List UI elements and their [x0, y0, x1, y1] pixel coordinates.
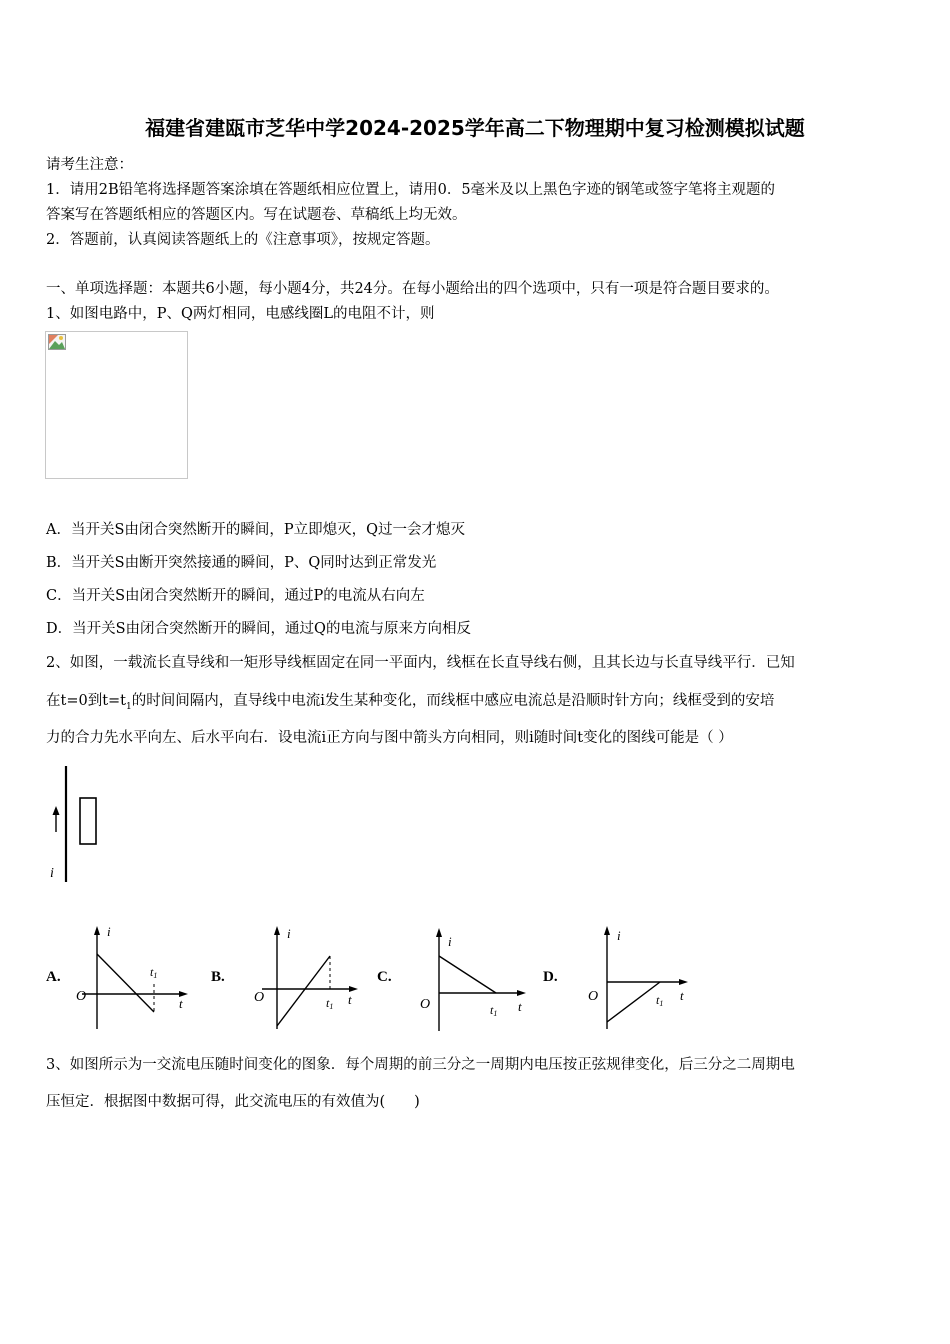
- axis-label-t: t: [348, 992, 352, 1007]
- origin-label: O: [254, 990, 265, 1005]
- q2-line-2-part-b: 的时间间隔内，直导线中电流i发生某种变化，而线框中感应电流总是沿顺时针方向；线框受到的安培: [131, 693, 775, 709]
- t1-label: [656, 993, 663, 1008]
- axis-label-t: t: [179, 996, 183, 1011]
- t1-label: [326, 996, 333, 1011]
- t1-subscript: 1: [329, 1002, 334, 1011]
- i-axis-arrow-icon: [436, 928, 442, 937]
- q1-option-c: C．当开关S由闭合突然断开的瞬间，通过P的电流从右向左: [46, 588, 425, 604]
- t1-subscript: 1: [659, 999, 664, 1008]
- t1-symbol: t: [490, 1003, 494, 1017]
- broken-image-icon: [48, 334, 66, 350]
- section-heading: 一、单项选择题：本题共6小题，每小题4分，共24分。在每小题给出的四个选项中，只有一项是符合题目要求的。: [46, 281, 779, 297]
- i-axis-arrow-icon: [604, 926, 610, 935]
- q1-option-b: B．当开关S由断开突然接通的瞬间，P、Q同时达到正常发光: [46, 555, 437, 571]
- q2-option-a-label: A.: [46, 969, 61, 985]
- q2-option-c-label: C.: [377, 969, 392, 985]
- q3-line-1: 3、如图所示为一交流电压随时间变化的图象．每个周期的前三分之一周期内电压按正弦规律变化，后三分之二周期电: [46, 1057, 795, 1073]
- rectangular-loop: [80, 798, 96, 844]
- axis-label-i: i: [448, 934, 452, 949]
- i-t-curve: [607, 982, 660, 1022]
- q2-graph-a: [70, 924, 200, 1034]
- axis-label-i: i: [107, 924, 111, 939]
- q1-stem: 1、如图电路中，P、Q两灯相同，电感线圈L的电阻不计，则: [46, 306, 435, 322]
- i-t-curve: [277, 956, 330, 1026]
- q2-graph-c: [412, 926, 537, 1036]
- q2-wire-loop-figure: [44, 762, 104, 886]
- notice-item-2: 2．答题前，认真阅读答题纸上的《注意事项》，按规定答题。: [46, 232, 440, 248]
- current-arrow-icon: [53, 806, 60, 815]
- origin-label: O: [76, 989, 87, 1004]
- q2-option-b-label: B.: [211, 969, 225, 985]
- page-title: 福建省建瓯市芝华中学2024-2025学年高二下物理期中复习检测模拟试题: [145, 116, 805, 140]
- t1-subscript: 1: [153, 971, 158, 980]
- t-axis-arrow-icon: [679, 979, 688, 985]
- t1-symbol: t: [326, 996, 330, 1010]
- q2-line-2: [46, 689, 774, 712]
- axis-label-i: i: [617, 928, 621, 943]
- notice-item-1b: 答案写在答题纸相应的答题区内。写在试题卷、草稿纸上均无效。: [46, 207, 467, 223]
- t-axis-arrow-icon: [517, 990, 526, 996]
- q2-option-d-label: D.: [543, 969, 558, 985]
- wire-current-label: i: [50, 866, 54, 881]
- origin-label: O: [588, 989, 599, 1004]
- q2-graph-b: [250, 924, 370, 1034]
- i-t-curve: [439, 956, 496, 993]
- t1-label: [150, 965, 157, 980]
- q2-line-2-part-a: 在t=0到t=t: [46, 693, 127, 709]
- q1-circuit-image-placeholder: [45, 331, 188, 479]
- axis-label-t: t: [680, 988, 684, 1003]
- q2-line-1: 2、如图，一载流长直导线和一矩形导线框固定在同一平面内，线框在长直导线右侧，且其长边与长直导线平行．已知: [46, 655, 795, 671]
- t1-label: [490, 1003, 497, 1018]
- t1-symbol: t: [656, 993, 660, 1007]
- q1-option-a: A．当开关S由闭合突然断开的瞬间，P立即熄灭，Q过一会才熄灭: [46, 522, 466, 538]
- q1-option-d: D．当开关S由闭合突然断开的瞬间，通过Q的电流与原来方向相反: [46, 621, 471, 637]
- q2-line-2-subscript: 1: [126, 701, 132, 712]
- i-t-curve: [97, 954, 154, 1012]
- t1-subscript: 1: [493, 1009, 498, 1018]
- q2-line-3: 力的合力先水平向左、后水平向右．设电流i正方向与图中箭头方向相同，则i随时间t变化的图线可能是（ ）: [46, 730, 733, 746]
- origin-label: O: [420, 997, 431, 1012]
- axis-label-t: t: [518, 999, 522, 1014]
- i-axis-arrow-icon: [94, 926, 100, 935]
- axis-label-i: i: [287, 926, 291, 941]
- t1-symbol: t: [150, 965, 154, 979]
- notice-item-1a: 1．请用2B铅笔将选择题答案涂填在答题纸相应位置上，请用0．5毫米及以上黑色字迹的钢笔或签字笔将主观题的: [46, 182, 776, 198]
- q2-graph-d: [580, 924, 705, 1034]
- notice-heading: 请考生注意：: [46, 157, 133, 173]
- i-axis-arrow-icon: [274, 926, 280, 935]
- q3-line-2: 压恒定．根据图中数据可得，此交流电压的有效值为( ): [46, 1094, 420, 1110]
